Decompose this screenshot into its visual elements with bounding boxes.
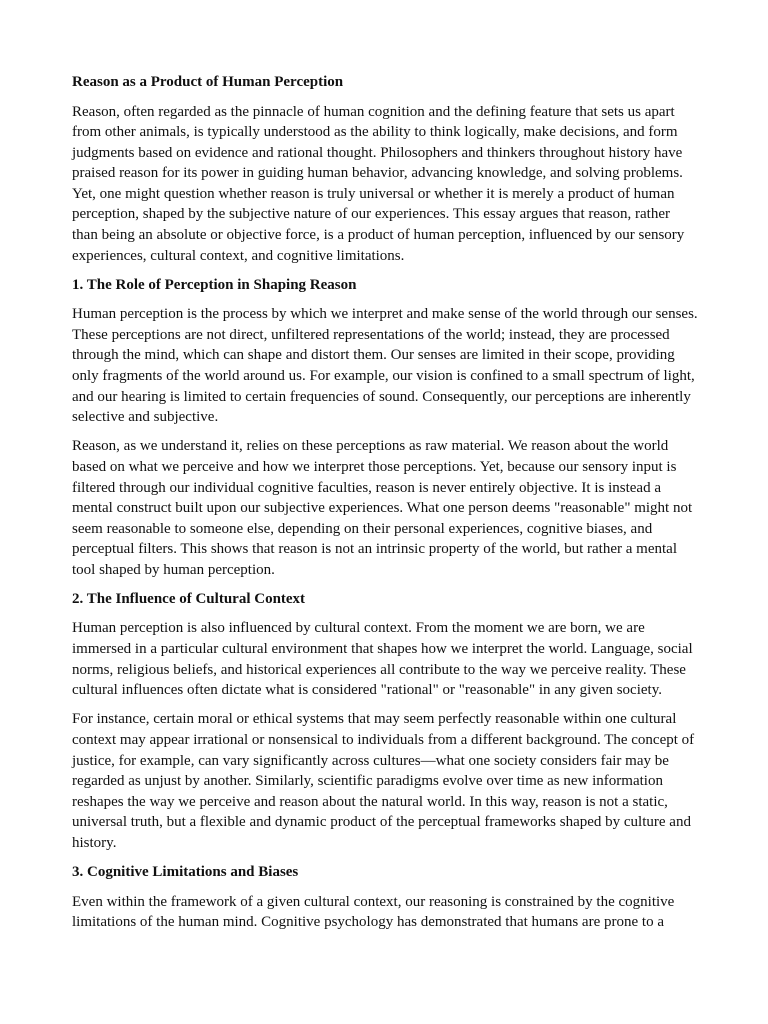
paragraph: For instance, certain moral or ethical systems that may seem perfectly reasonable within one cultural context may appear irrational or nonsensical to individuals from a different background. The concept of justice, for example, can vary significantly across cultures—what one society considers fair may be regarded as unjust by another. Similarly, scientific paradigms evolve over time as new information reshapes the way we perceive and reason about the natural world. In this way, reason is not a static, universal truth, but a flexible and dynamic product of the perceptual frameworks shaped by culture and history. xyxy=(72,711,695,851)
document-title: Reason as a Product of Human Perception xyxy=(72,74,344,90)
section-heading-cultural-context: 2. The Influence of Cultural Context xyxy=(72,590,306,607)
paragraph: Human perception is the process by which we interpret and make sense of the world through our senses. These perceptions are not direct, unfiltered representations of the world; instead, they are processed through the mind, which can shape and distort them. Our senses are limited in their scope, providing only fragments of the world around us. For example, our vision is confined to a small spectrum of light, and our hearing is limited to certain frequencies of sound. Consequently, our perceptions are inherently selective and subjective. xyxy=(72,306,698,426)
paragraph: Even within the framework of a given cultural context, our reasoning is constrained by the cognitive limitations of the human mind. Cognitive psychology has demonstrated that humans are prone to a xyxy=(72,893,675,931)
paragraph: Human perception is also influenced by cultural context. From the moment we are born, we are immersed in a particular cultural environment that shapes how we interpret the world. Language, social norms, religious beliefs, and historical experiences all contribute to the way we perceive reality. These cultural influences often dictate what is considered "rational" or "reasonable" in any given society. xyxy=(72,620,693,699)
section-heading-role-of-perception: 1. The Role of Perception in Shaping Reason xyxy=(72,276,357,293)
section-heading-cognitive-limitations: 3. Cognitive Limitations and Biases xyxy=(72,864,299,880)
intro-paragraph: Reason, often regarded as the pinnacle of human cognition and the defining feature that sets us apart from other animals, is typically understood as the ability to think logically, make decisions, and form judgments based on evidence and rational thought. Philosophers and thinkers throughout history have praised reason for its power in guiding human behavior, advancing knowledge, and solving problems. Yet, one might question whether reason is truly universal or whether it is merely a product of human perception, shaped by the subjective nature of our experiences. This essay argues that reason, rather than being an absolute or objective force, is a product of human perception, influenced by our sensory experiences, cultural context, and cognitive limitations. xyxy=(72,103,685,264)
paragraph: Reason, as we understand it, relies on these perceptions as raw material. We reason about the world based on what we perceive and how we interpret those perceptions. Yet, because our sensory input is filtered through our individual cognitive faculties, reason is never entirely objective. It is instead a mental construct built upon our subjective experiences. What one person deems "reasonable" might not seem reasonable to someone else, depending on their personal experiences, cognitive biases, and perceptual filters. This shows that reason is not an intrinsic property of the world, but rather a mental tool shaped by human perception. xyxy=(72,438,693,578)
document-page xyxy=(72,72,698,941)
